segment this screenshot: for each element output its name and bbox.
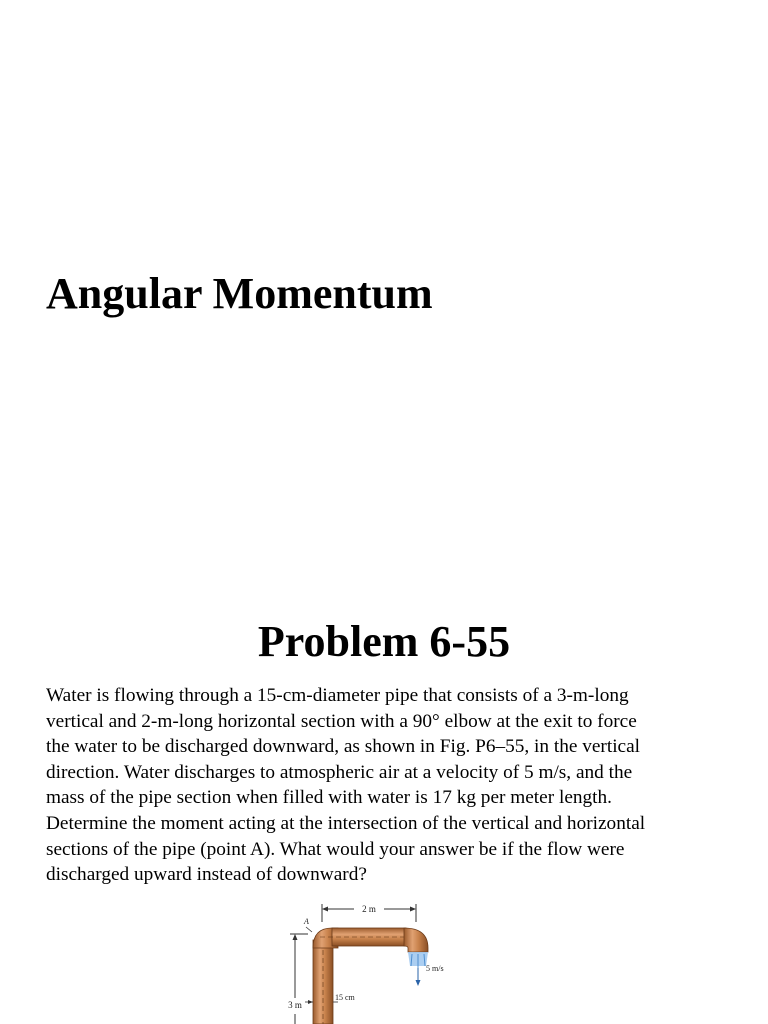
velocity-label: 5 m/s — [426, 964, 444, 973]
vertical-length-label: 3 m — [288, 1000, 302, 1010]
pipe-figure — [280, 896, 450, 1024]
diameter-label: 15 cm — [335, 993, 355, 1002]
exit-elbow — [404, 928, 428, 952]
point-a-label: A — [304, 917, 309, 926]
problem-heading: Problem 6-55 — [257, 617, 511, 666]
point-a-leader — [306, 927, 312, 932]
problem-statement: Water is flowing through a 15-cm-diameter pipe that consists of a 3-m-long vertical and 2-m-long horizontal section with a 90° elbow at the exit to force the water to be discharged downward, as shown in Fig. P6–55, in the vertical direction. Water discharges to atmospheric air at a velocity of 5 m/s, and the mass of the pipe section when filled with water is 17 kg per meter length. Determine the moment acting at the intersection of the vertical and horizontal sections of the pipe (point A). What would your answer be if the flow were discharged upward instead of downward? — [46, 685, 646, 886]
velocity-arrow-icon — [416, 980, 421, 986]
horizontal-length-label: 2 m — [362, 904, 376, 914]
vertical-dimension — [290, 934, 308, 1024]
slide-title: Angular Momentum — [46, 269, 433, 318]
water-discharge — [408, 952, 428, 986]
